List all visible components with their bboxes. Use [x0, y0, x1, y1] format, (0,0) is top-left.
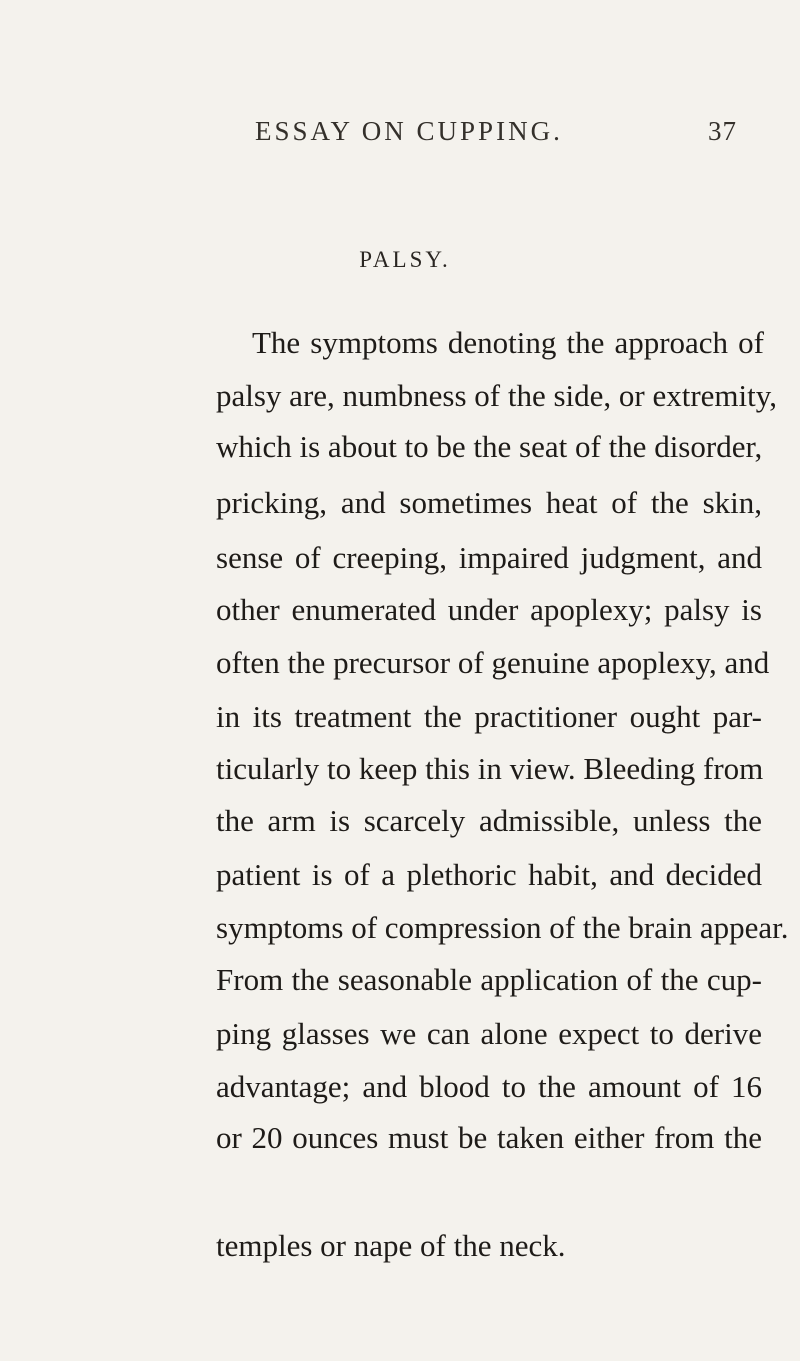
- text-line: symptoms of compression of the brain appear.: [216, 910, 789, 945]
- text-line: pricking, and sometimes heat of the skin,: [216, 485, 762, 520]
- section-title: PALSY.: [359, 247, 451, 272]
- running-head: [0, 116, 800, 156]
- text-line: sense of creeping, impaired judgment, and: [216, 540, 762, 575]
- text-line-last: temples or nape of the neck.: [216, 1228, 566, 1263]
- text-line: The symptoms denoting the approach of: [252, 325, 764, 360]
- text-line: often the precursor of genuine apoplexy, and: [216, 645, 770, 680]
- text-line: advantage; and blood to the amount of 16: [216, 1069, 762, 1104]
- page-number: 37: [708, 116, 737, 146]
- text-line: From the seasonable application of the cup-: [216, 962, 762, 997]
- text-line: which is about to be the seat of the disorder,: [216, 429, 763, 464]
- text-line: ping glasses we can alone expect to derive: [216, 1016, 762, 1051]
- text-line: in its treatment the practitioner ought par-: [216, 699, 762, 734]
- running-title: ESSAY ON CUPPING.: [255, 116, 563, 146]
- text-line: patient is of a plethoric habit, and decided: [216, 857, 762, 892]
- text-line: other enumerated under apoplexy; palsy is: [216, 592, 762, 627]
- text-line: palsy are, numbness of the side, or extremity,: [216, 378, 778, 413]
- text-line: or 20 ounces must be taken either from the: [216, 1120, 762, 1155]
- text-line: the arm is scarcely admissible, unless the: [216, 803, 762, 838]
- text-line: ticularly to keep this in view. Bleeding from: [216, 751, 764, 786]
